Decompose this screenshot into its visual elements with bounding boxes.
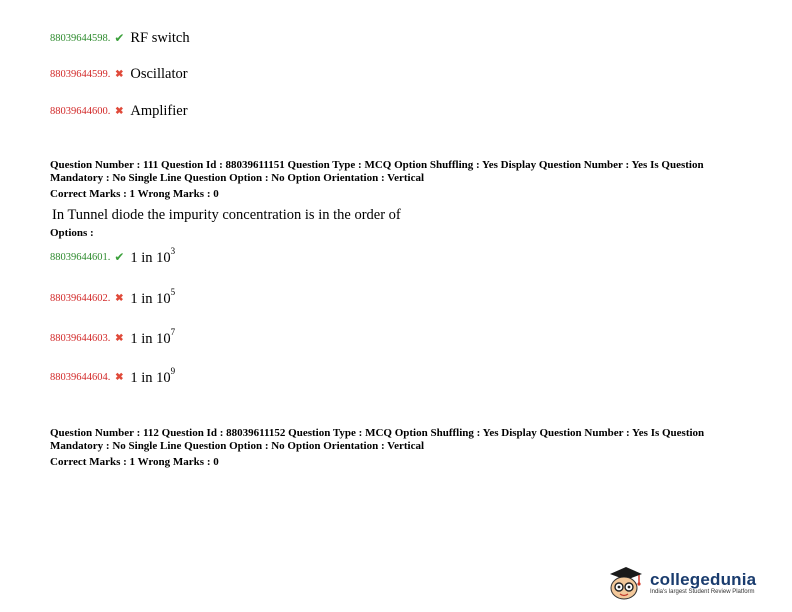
option-row <box>50 66 188 83</box>
cross-icon: ✖ <box>115 332 124 344</box>
logo-tagline: India's largest Student Review Platform <box>650 588 755 595</box>
option-exponent: 9 <box>170 366 176 376</box>
question-marks: Correct Marks : 1 Wrong Marks : 0 <box>50 188 219 200</box>
question-marks: Correct Marks : 1 Wrong Marks : 0 <box>50 456 219 468</box>
option-id: 88039644600. <box>50 106 111 117</box>
logo-text <box>650 570 756 595</box>
option-base: 1 in 10 <box>130 369 171 386</box>
question-meta <box>50 159 750 185</box>
option-text <box>130 329 175 348</box>
question-text: In Tunnel diode the impurity concentration is in the order of <box>52 207 401 223</box>
option-row <box>50 30 190 47</box>
option-id: 88039644604. <box>50 371 111 383</box>
option-text: Amplifier <box>130 103 188 119</box>
option-id: 88039644603. <box>50 332 111 344</box>
option-base: 1 in 10 <box>130 290 171 307</box>
option-text: Oscillator <box>130 66 188 82</box>
option-row <box>50 103 188 120</box>
meta-line: Question Number : 112 Question Id : 88039611152 Question Type : MCQ Option Shuffling : Yes Display Question Number : Yes Is Question <box>50 427 705 439</box>
option-text <box>130 248 175 267</box>
option-row <box>50 289 175 308</box>
question-meta <box>50 427 750 453</box>
option-id: 88039644601. <box>50 251 111 263</box>
options-label: Options : <box>50 227 94 239</box>
check-icon: ✔ <box>114 31 125 45</box>
meta-line: Question Number : 111 Question Id : 88039611151 Question Type : MCQ Option Shuffling : Yes Display Question Number : Yes Is Question <box>50 159 704 171</box>
cross-icon: ✖ <box>115 106 124 117</box>
cross-icon: ✖ <box>115 371 124 383</box>
logo-name: collegedunia <box>650 569 757 589</box>
meta-line: Mandatory : No Single Line Question Option : No Option Orientation : Vertical <box>50 440 425 452</box>
cross-icon: ✖ <box>115 69 124 80</box>
option-base: 1 in 10 <box>130 249 171 266</box>
option-text <box>130 289 175 308</box>
option-row <box>50 248 175 267</box>
option-exponent: 3 <box>170 246 176 256</box>
check-icon: ✔ <box>114 249 125 264</box>
option-text <box>130 368 175 387</box>
option-id: 88039644599. <box>50 69 111 80</box>
meta-line: Mandatory : No Single Line Question Option : No Option Orientation : Vertical <box>50 172 425 184</box>
option-id: 88039644602. <box>50 292 111 304</box>
mascot-icon <box>604 564 644 600</box>
cross-icon: ✖ <box>115 292 124 304</box>
option-text: RF switch <box>130 30 190 46</box>
option-exponent: 5 <box>170 287 176 297</box>
option-id: 88039644598. <box>50 33 111 44</box>
option-row <box>50 329 175 348</box>
option-row <box>50 368 175 387</box>
collegedunia-logo <box>604 564 756 600</box>
option-base: 1 in 10 <box>130 330 171 347</box>
option-exponent: 7 <box>170 327 176 337</box>
